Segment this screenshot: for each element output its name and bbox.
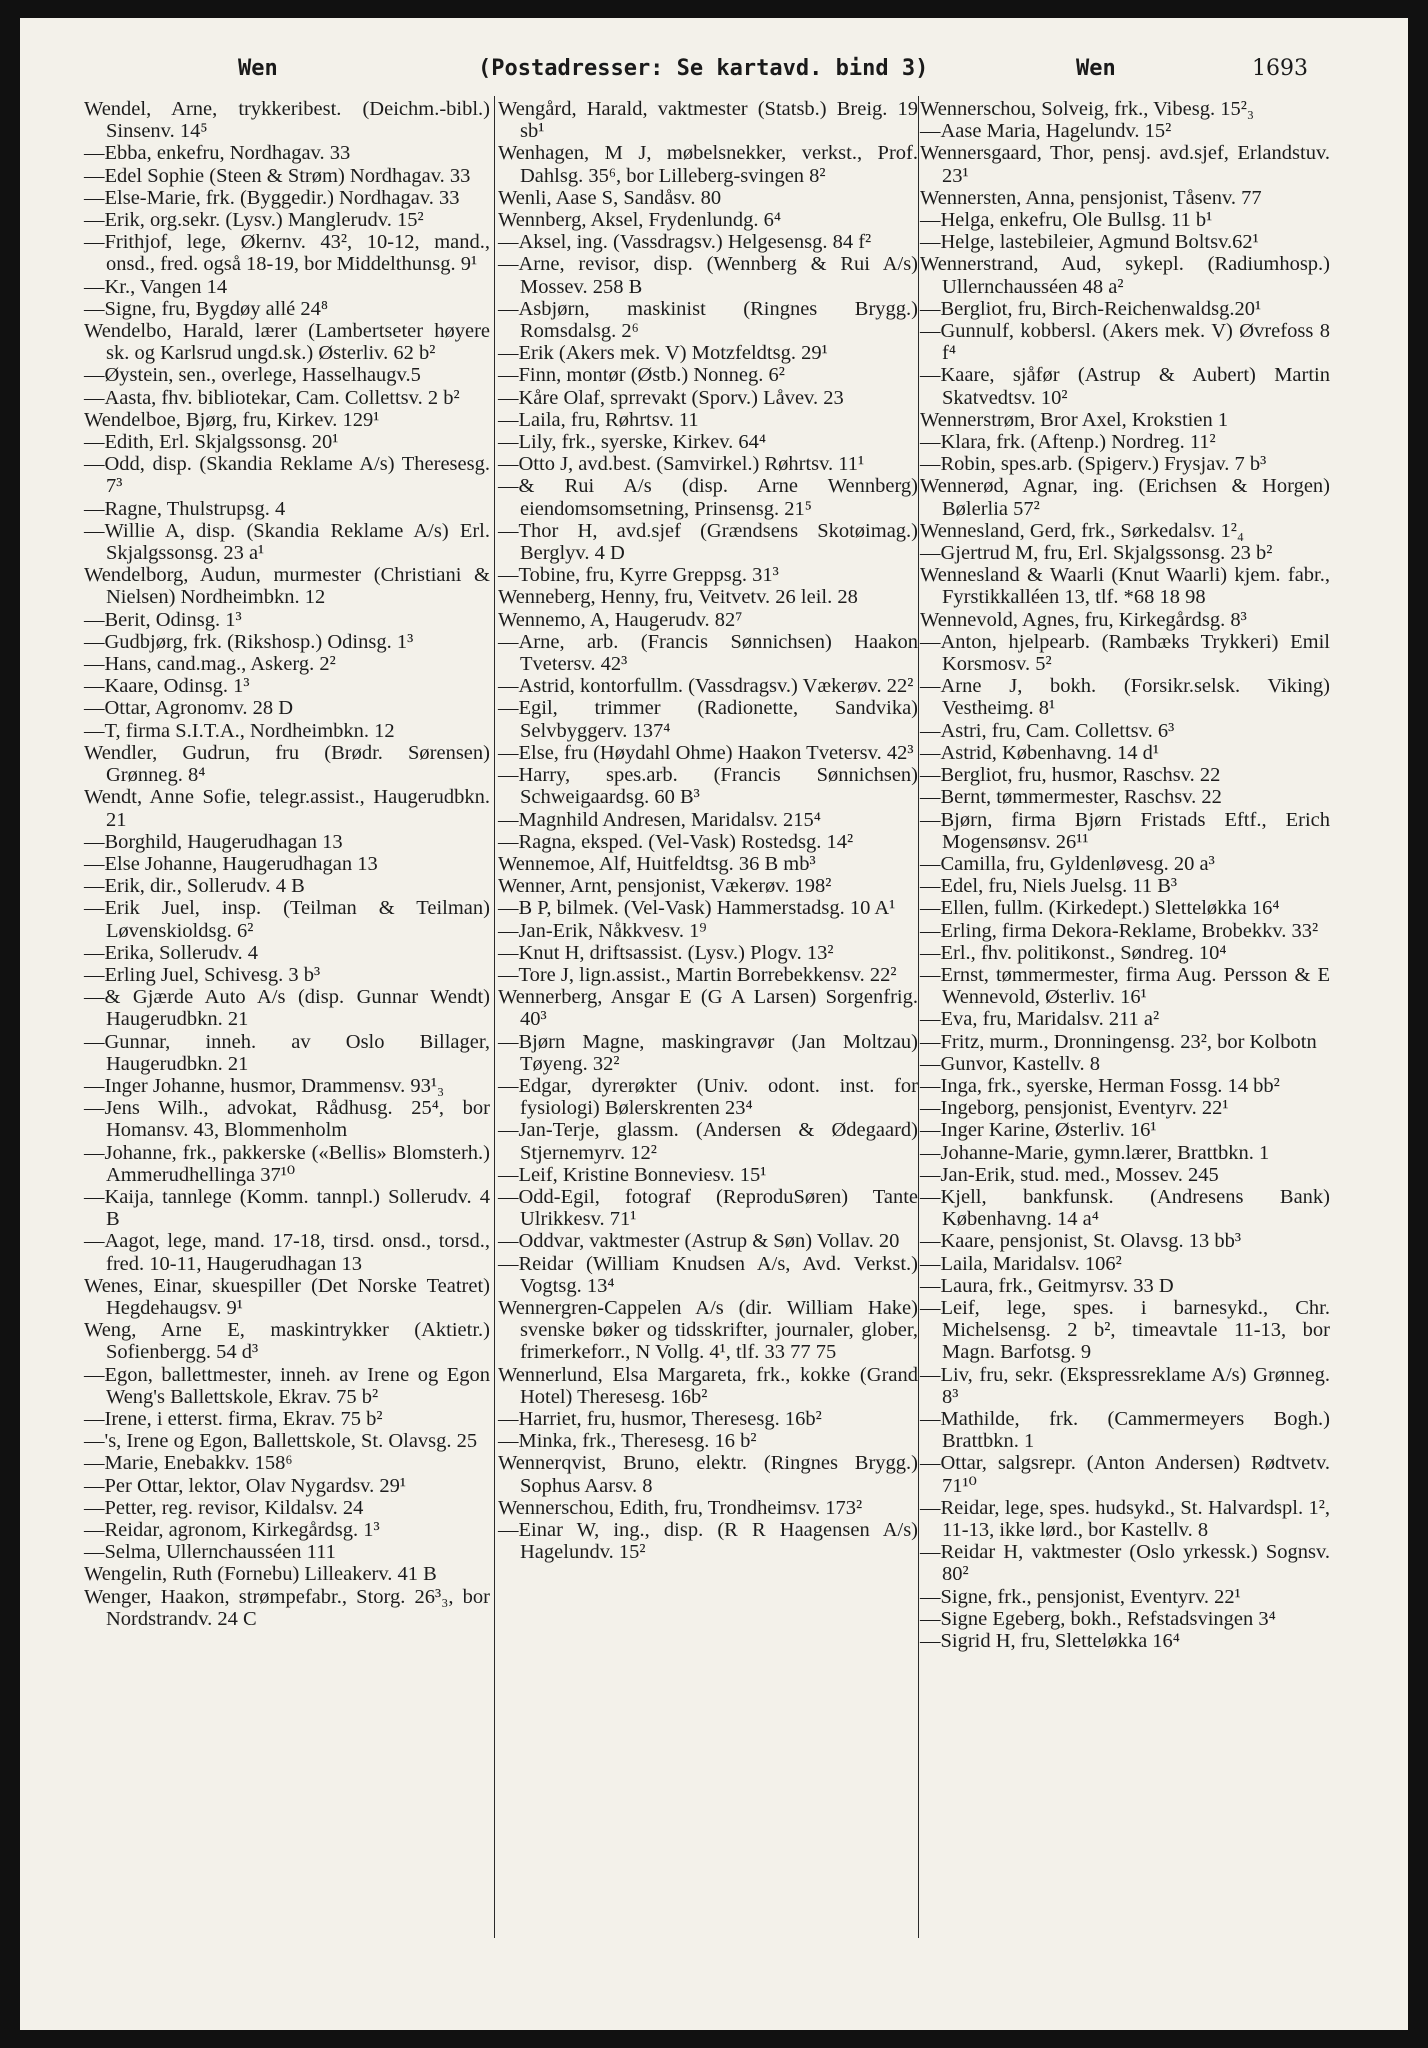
directory-entry: —Kåre Olaf, sprrevakt (Sporv.) Låvev. 23 (498, 386, 844, 409)
column-divider (494, 96, 495, 1938)
directory-entry: —Edgar, dyrerøkter (Univ. odont. inst. for fysiologi) Bølerskrenten 23⁴ (498, 1074, 918, 1120)
directory-entry: —Laila, fru, Røhrtsv. 11 (498, 408, 699, 431)
directory-entry: —Aksel, ing. (Vassdragsv.) Helgesensg. 84 f² (498, 231, 872, 254)
directory-entry: —Ottar, Agronomv. 28 D (84, 697, 294, 720)
directory-entry: Wenner, Arnt, pensjonist, Vækerøv. 198² (498, 875, 832, 898)
directory-entry: —Egil, trimmer (Radionette, Sandvika) Selvbyggerv. 137⁴ (498, 697, 918, 742)
directory-entry: Wenhagen, M J, møbelsnekker, verkst., Prof. Dahlsg. 35⁶, bor Lilleberg-svingen 8² (498, 142, 918, 187)
directory-entry: —Anton, hjelpearb. (Rambæks Trykkeri) Emil Korsmosv. 5² (920, 630, 1330, 676)
directory-entry: —Odd-Egil, fotograf (ReproduSøren) Tante Ulrikkesv. 71¹ (498, 1185, 918, 1231)
header-note: (Postadresser: Se kartavd. bind 3) (478, 56, 929, 81)
header-left-keyword: Wen (238, 56, 278, 81)
directory-entry: —Arne, arb. (Francis Sønnichsen) Haakon Tvetersv. 42³ (498, 630, 918, 676)
directory-entry: —Minka, frk., Theresesg. 16 b² (498, 1430, 757, 1453)
directory-entry: —Otto J, avd.best. (Samvirkel.) Røhrtsv. 11¹ (498, 453, 865, 476)
directory-entry: —Aasta, fhv. bibliotekar, Cam. Collettsv. 2 b² (84, 386, 460, 409)
directory-entry: —Thor H, avd.sjef (Grændsens Skotøimag.) Berglyv. 4 D (498, 519, 918, 565)
directory-entry: —Irene, i etterst. firma, Ekrav. 75 b² (84, 1407, 383, 1430)
directory-entry: —Jan-Erik, Nåkkvesv. 1⁹ (498, 919, 707, 942)
directory-entry: —Edel, fru, Niels Juelsg. 11 B³ (920, 875, 1178, 898)
directory-entry: —Berit, Odinsg. 1³ (84, 608, 242, 631)
directory-entry: —Gunnar, inneh. av Oslo Billager, Haugerudbkn. 21 (84, 1030, 490, 1075)
directory-entry: —Per Ottar, lektor, Olav Nygardsv. 29¹ (84, 1474, 406, 1497)
directory-entry: Wennergren-Cappelen A/s (dir. William Hake) svenske bøker og tidsskrifter, journaler, glober, frimerkeforr., N Vollg. 4¹, tlf. 33 77 75 (498, 1296, 918, 1364)
directory-entry: —Erik Juel, insp. (Teilman & Teilman) Løvenskioldsg. 6² (84, 897, 490, 942)
directory-entry: —Edith, Erl. Skjalgssonsg. 20¹ (84, 431, 339, 454)
directory-entry: —Erl., fhv. politikonst., Søndreg. 10⁴ (920, 941, 1227, 964)
directory-entry: —Gjertrud M, fru, Erl. Skjalgssonsg. 23 b² (920, 542, 1273, 565)
directory-page (20, 18, 1408, 2030)
directory-entry: —Øystein, sen., overlege, Hasselhaugv.5 (84, 364, 421, 387)
directory-entry: Weng, Arne E, maskintrykker (Aktietr.) Sofienbergg. 54 d³ (84, 1319, 490, 1364)
directory-entry: —Erik, org.sekr. (Lysv.) Manglerudv. 15² (84, 209, 424, 232)
directory-entry: —Inga, frk., syerske, Herman Fossg. 14 bb² (920, 1074, 1280, 1097)
directory-entry: Wennemoe, Alf, Huitfeldtsg. 36 B mb³ (498, 852, 816, 875)
directory-entry: —Bergliot, fru, husmor, Raschsv. 22 (920, 764, 1221, 787)
directory-entry: —Kr., Vangen 14 (84, 275, 228, 298)
directory-entry: —Jan-Erik, stud. med., Mossev. 245 (920, 1163, 1219, 1186)
directory-entry: —Erik, dir., Sollerudv. 4 B (84, 875, 305, 898)
directory-entry: —Arne, revisor, disp. (Wennberg & Rui A/s) Mossev. 258 B (498, 253, 918, 298)
directory-entry: —Erling Juel, Schivesg. 3 b³ (84, 963, 321, 986)
directory-entry: —B P, bilmek. (Vel-Vask) Hammerstadsg. 10 A¹ (498, 897, 896, 920)
directory-entry: Wendelborg, Audun, murmester (Christiani & Nielsen) Nordheimbkn. 12 (84, 564, 490, 609)
directory-entry: Wendt, Anne Sofie, telegr.assist., Haugerudbkn. 21 (84, 786, 490, 831)
directory-entry: —& Gjærde Auto A/s (disp. Gunnar Wendt) Haugerudbkn. 21 (84, 986, 490, 1031)
directory-entry: —Asbjørn, maskinist (Ringnes Brygg.) Romsdalsg. 2⁶ (498, 297, 918, 343)
directory-entry: —Signe, fru, Bygdøy allé 24⁸ (84, 297, 329, 320)
directory-entry: —& Rui A/s (disp. Arne Wennberg) eiendomsomsetning, Prinsensg. 21⁵ (498, 475, 918, 520)
directory-entry: —Reidar, lege, spes. hudsykd., St. Halvardspl. 1², 11-13, ikke lørd., bor Kastellv. 8 (920, 1496, 1330, 1541)
directory-entry: —Signe Egeberg, bokh., Refstadsvingen 3⁴ (920, 1607, 1276, 1630)
directory-entry: —Kaare, Odinsg. 1³ (84, 675, 250, 698)
directory-entry: —Bernt, tømmermester, Raschsv. 22 (920, 786, 1222, 809)
header-right-keyword: Wen (1076, 56, 1116, 81)
directory-entry: —Tore J, lign.assist., Martin Borrebekkensv. 22² (498, 963, 897, 986)
directory-entry: —Helga, enkefru, Ole Bullsg. 11 b¹ (920, 209, 1213, 232)
directory-entry: —Ernst, tømmermester, firma Aug. Persson & E Wennevold, Østerliv. 16¹ (920, 963, 1330, 1009)
directory-entry: —Selma, Ullernchausséen 111 (84, 1541, 336, 1564)
directory-entry: —Ellen, fullm. (Kirkedept.) Sletteløkka 16⁴ (920, 897, 1280, 920)
directory-entry: —Harry, spes.arb. (Francis Sønnichsen) Schweigaardsg. 60 B³ (498, 764, 918, 809)
directory-entry: Wenger, Haakon, strømpefabr., Storg. 26³₃, bor Nordstrandv. 24 C (84, 1585, 490, 1630)
directory-entry: —Bjørn Magne, maskingravør (Jan Moltzau) Tøyeng. 32² (498, 1030, 918, 1075)
directory-entry: —Ingeborg, pensjonist, Eventyrv. 22¹ (920, 1097, 1229, 1120)
directory-entry: Wennerstrand, Aud, sykepl. (Radiumhosp.) Ullernchausséen 48 a² (920, 253, 1330, 298)
directory-entry: —Petter, reg. revisor, Kildalsv. 24 (84, 1496, 364, 1519)
directory-entry: —Signe, frk., pensjonist, Eventyrv. 22¹ (920, 1585, 1241, 1608)
directory-entry: —Einar W, ing., disp. (R R Haagensen A/s) Hagelundv. 15² (498, 1519, 918, 1564)
directory-entry: —Liv, fru, sekr. (Ekspressreklame A/s) Grønneg. 8³ (920, 1363, 1330, 1408)
directory-entry: —Willie A, disp. (Skandia Reklame A/s) Erl. Skjalgssonsg. 23 a¹ (84, 519, 490, 565)
directory-entry: Wennerschou, Edith, fru, Trondheimsv. 173² (498, 1496, 863, 1519)
directory-entry: —Lily, frk., syerske, Kirkev. 64⁴ (498, 431, 767, 454)
directory-entry: —Ottar, salgsrepr. (Anton Andersen) Rødtvetv. 71¹⁰ (920, 1452, 1330, 1497)
directory-entry: —Gunnulf, kobbersl. (Akers mek. V) Øvrefoss 8 f⁴ (920, 320, 1330, 365)
directory-entry: —'s, Irene og Egon, Ballettskole, St. Olavsg. 25 (84, 1430, 478, 1453)
page-header (20, 56, 1408, 96)
directory-entry: Wennesland & Waarli (Knut Waarli) kjem. fabr., Fyrstikkalléen 13, tlf. *68 18 98 (920, 564, 1330, 609)
directory-entry: —Ebba, enkefru, Nordhagav. 33 (84, 142, 351, 165)
column-2 (498, 98, 918, 1563)
page-number: 1693 (1252, 56, 1308, 81)
directory-entry: —Odd, disp. (Skandia Reklame A/s) Theresesg. 7³ (84, 453, 490, 498)
directory-entry: —Hans, cand.mag., Askerg. 2² (84, 653, 336, 676)
directory-entry: —Borghild, Haugerudhagan 13 (84, 830, 343, 853)
directory-entry: Wennesland, Gerd, frk., Sørkedalsv. 1²₄ (920, 519, 1244, 542)
directory-entry: Wenes, Einar, skuespiller (Det Norske Teatret) Hegdehaugsv. 9¹ (84, 1274, 490, 1319)
directory-entry: —Bjørn, firma Bjørn Fristads Eftf., Erich Mogensønsv. 26¹¹ (920, 808, 1330, 853)
directory-entry: —Jan-Terje, glassm. (Andersen & Ødegaard) Stjernemyrv. 12² (498, 1119, 918, 1164)
directory-entry: —Egon, ballettmester, inneh. av Irene og Egon Weng's Ballettskole, Ekrav. 75 b² (84, 1363, 490, 1408)
directory-entry: —Kaare, pensjonist, St. Olavsg. 13 bb³ (920, 1230, 1242, 1253)
directory-entry: —Reidar (William Knudsen A/s, Avd. Verkst.) Vogtsg. 13⁴ (498, 1252, 918, 1297)
directory-entry: —Tobine, fru, Kyrre Greppsg. 31³ (498, 564, 779, 587)
directory-entry: Wendler, Gudrun, fru (Brødr. Sørensen) Grønneg. 8⁴ (84, 741, 490, 787)
column-divider (918, 96, 919, 1938)
directory-entry: —Leif, Kristine Bonneviesv. 15¹ (498, 1163, 767, 1186)
directory-entry: Wennemo, A, Haugerudv. 82⁷ (498, 608, 743, 631)
directory-entry: Wennerberg, Ansgar E (G A Larsen) Sorgenfrig. 40³ (498, 986, 918, 1031)
directory-entry: —Reidar H, vaktmester (Oslo yrkessk.) Sognsv. 80² (920, 1541, 1330, 1586)
directory-entry: Wennerqvist, Bruno, elektr. (Ringnes Brygg.) Sophus Aarsv. 8 (498, 1452, 918, 1497)
directory-entry: Wendelbo, Harald, lærer (Lambertseter høyere sk. og Karlsrud ungd.sk.) Østerliv. 62 b² (84, 320, 490, 365)
directory-entry: —Ragne, Thulstrupsg. 4 (84, 497, 286, 520)
directory-entry: —Laura, frk., Geitmyrsv. 33 D (920, 1274, 1174, 1297)
directory-entry: —Arne J, bokh. (Forsikr.selsk. Viking) Vestheimg. 8¹ (920, 675, 1330, 720)
directory-entry: —Leif, lege, spes. i barnesykd., Chr. Michelsensg. 2 b², timeavtale 11-13, bor Magn. Barfotsg. 9 (920, 1296, 1330, 1364)
directory-entry: Wendelboe, Bjørg, fru, Kirkev. 129¹ (84, 408, 380, 431)
directory-entry: —Sigrid H, fru, Sletteløkka 16⁴ (920, 1630, 1180, 1653)
directory-entry: —Aagot, lege, mand. 17-18, tirsd. onsd., torsd., fred. 10-11, Haugerudhagan 13 (84, 1230, 490, 1275)
directory-entry: —Helge, lastebileier, Agmund Boltsv.62¹ (920, 231, 1259, 254)
directory-entry: —Gunvor, Kastellv. 8 (920, 1052, 1101, 1075)
directory-entry: —Johanne-Marie, gymn.lærer, Brattbkn. 1 (920, 1141, 1270, 1164)
directory-entry: —Kaija, tannlege (Komm. tannpl.) Sollerudv. 4 B (84, 1185, 490, 1231)
directory-entry: —Reidar, agronom, Kirkegårdsg. 1³ (84, 1519, 380, 1541)
column-3 (920, 98, 1330, 1652)
directory-entry: —Kaare, sjåfør (Astrup & Aubert) Martin Skatvedtsv. 10² (920, 364, 1330, 409)
directory-entry: Wennersten, Anna, pensjonist, Tåsenv. 77 (920, 186, 1262, 209)
directory-entry: —Astrid, Københavng. 14 d¹ (920, 741, 1160, 764)
directory-entry: Wenli, Aase S, Sandåsv. 80 (498, 186, 722, 209)
directory-entry: Wengelin, Ruth (Fornebu) Lilleakerv. 41 B (84, 1563, 437, 1586)
directory-entry: —Erling, firma Dekora-Reklame, Brobekkv. 33² (920, 919, 1319, 942)
directory-entry: —Aase Maria, Hagelundv. 15² (920, 120, 1172, 143)
directory-entry: Wengård, Harald, vaktmester (Statsb.) Breig. 19 sb¹ (498, 98, 918, 143)
directory-entry: —Astri, fru, Cam. Collettsv. 6³ (920, 719, 1175, 742)
directory-entry: Wennersgaard, Thor, pensj. avd.sjef, Erlandstuv. 23¹ (920, 142, 1330, 187)
directory-entry: —Inger Karine, Østerliv. 16¹ (920, 1119, 1157, 1142)
directory-entry: Wennerød, Agnar, ing. (Erichsen & Horgen) Bølerlia 57² (920, 475, 1330, 520)
directory-entry: —Jens Wilh., advokat, Rådhusg. 25⁴, bor Homansv. 43, Blommenholm (84, 1097, 490, 1142)
directory-entry: —Harriet, fru, husmor, Theresesg. 16b² (498, 1407, 822, 1430)
directory-entry: —Astrid, kontorfullm. (Vassdragsv.) Vækerøv. 22² (498, 675, 914, 698)
directory-entry: —Erika, Sollerudv. 4 (84, 941, 259, 964)
directory-entry: —Robin, spes.arb. (Spigerv.) Frysjav. 7 b³ (920, 453, 1267, 476)
directory-entry: —Else Johanne, Haugerudhagan 13 (84, 852, 378, 875)
directory-entry: —Laila, Maridalsv. 106² (920, 1252, 1122, 1275)
directory-entry: —Johanne, frk., pakkerske («Bellis» Blomsterh.) Ammerudhellinga 37¹⁰ (84, 1141, 490, 1186)
directory-entry: —T, firma S.I.T.A., Nordheimbkn. 12 (84, 719, 395, 742)
directory-entry: Wennerstrøm, Bror Axel, Krokstien 1 (920, 408, 1229, 431)
directory-entry: —Eva, fru, Maridalsv. 211 a² (920, 1008, 1160, 1031)
directory-entry: —Oddvar, vaktmester (Astrup & Søn) Vollav. 20 (498, 1230, 900, 1253)
directory-entry: —Erik (Akers mek. V) Motzfeldtsg. 29¹ (498, 342, 828, 365)
directory-entry: Wennberg, Aksel, Frydenlundg. 6⁴ (498, 209, 781, 232)
directory-entry: —Gudbjørg, frk. (Rikshosp.) Odinsg. 1³ (84, 630, 414, 653)
directory-entry: —Knut H, driftsassist. (Lysv.) Plogv. 13² (498, 941, 834, 964)
directory-entry: —Frithjof, lege, Økernv. 43², 10-12, mand., onsd., fred. også 18-19, bor Middelthunsg. 9¹ (84, 231, 490, 276)
directory-entry: —Mathilde, frk. (Cammermeyers Bogh.) Brattbkn. 1 (920, 1407, 1330, 1453)
directory-entry: —Fritz, murm., Dronningensg. 23², bor Kolbotn (920, 1030, 1317, 1053)
directory-entry: —Ragna, eksped. (Vel-Vask) Rostedsg. 14² (498, 830, 854, 853)
directory-entry: Wenneberg, Henny, fru, Veitvetv. 26 leil. 28 (498, 586, 858, 609)
directory-entry: —Inger Johanne, husmor, Drammensv. 93¹₃ (84, 1074, 445, 1097)
directory-entry: —Klara, frk. (Aftenp.) Nordreg. 11² (920, 431, 1216, 454)
directory-entry: Wendel, Arne, trykkeribest. (Deichm.-bibl.) Sinsenv. 14⁵ (84, 98, 490, 143)
directory-entry: —Else-Marie, frk. (Byggedir.) Nordhagav. 33 (84, 186, 460, 209)
directory-entry: —Bergliot, fru, Birch-Reichenwaldsg.20¹ (920, 297, 1262, 320)
directory-entry: —Finn, montør (Østb.) Nonneg. 6² (498, 364, 785, 387)
directory-entry: —Kjell, bankfunsk. (Andresens Bank) Københavng. 14 a⁴ (920, 1185, 1330, 1231)
directory-entry: Wennerschou, Solveig, frk., Vibesg. 15²₃ (920, 98, 1254, 120)
directory-entry: —Camilla, fru, Gyldenløvesg. 20 a³ (920, 852, 1215, 875)
directory-entry: Wennerlund, Elsa Margareta, frk., kokke (Grand Hotel) Theresesg. 16b² (498, 1363, 918, 1408)
directory-entry: Wennevold, Agnes, fru, Kirkegårdsg. 8³ (920, 608, 1247, 631)
column-1 (84, 98, 490, 1630)
directory-entry: —Else, fru (Høydahl Ohme) Haakon Tvetersv. 42³ (498, 741, 914, 764)
directory-entry: —Magnhild Andresen, Maridalsv. 215⁴ (498, 808, 821, 831)
directory-entry: —Edel Sophie (Steen & Strøm) Nordhagav. 33 (84, 164, 471, 187)
directory-entry: —Marie, Enebakkv. 158⁶ (84, 1452, 293, 1475)
